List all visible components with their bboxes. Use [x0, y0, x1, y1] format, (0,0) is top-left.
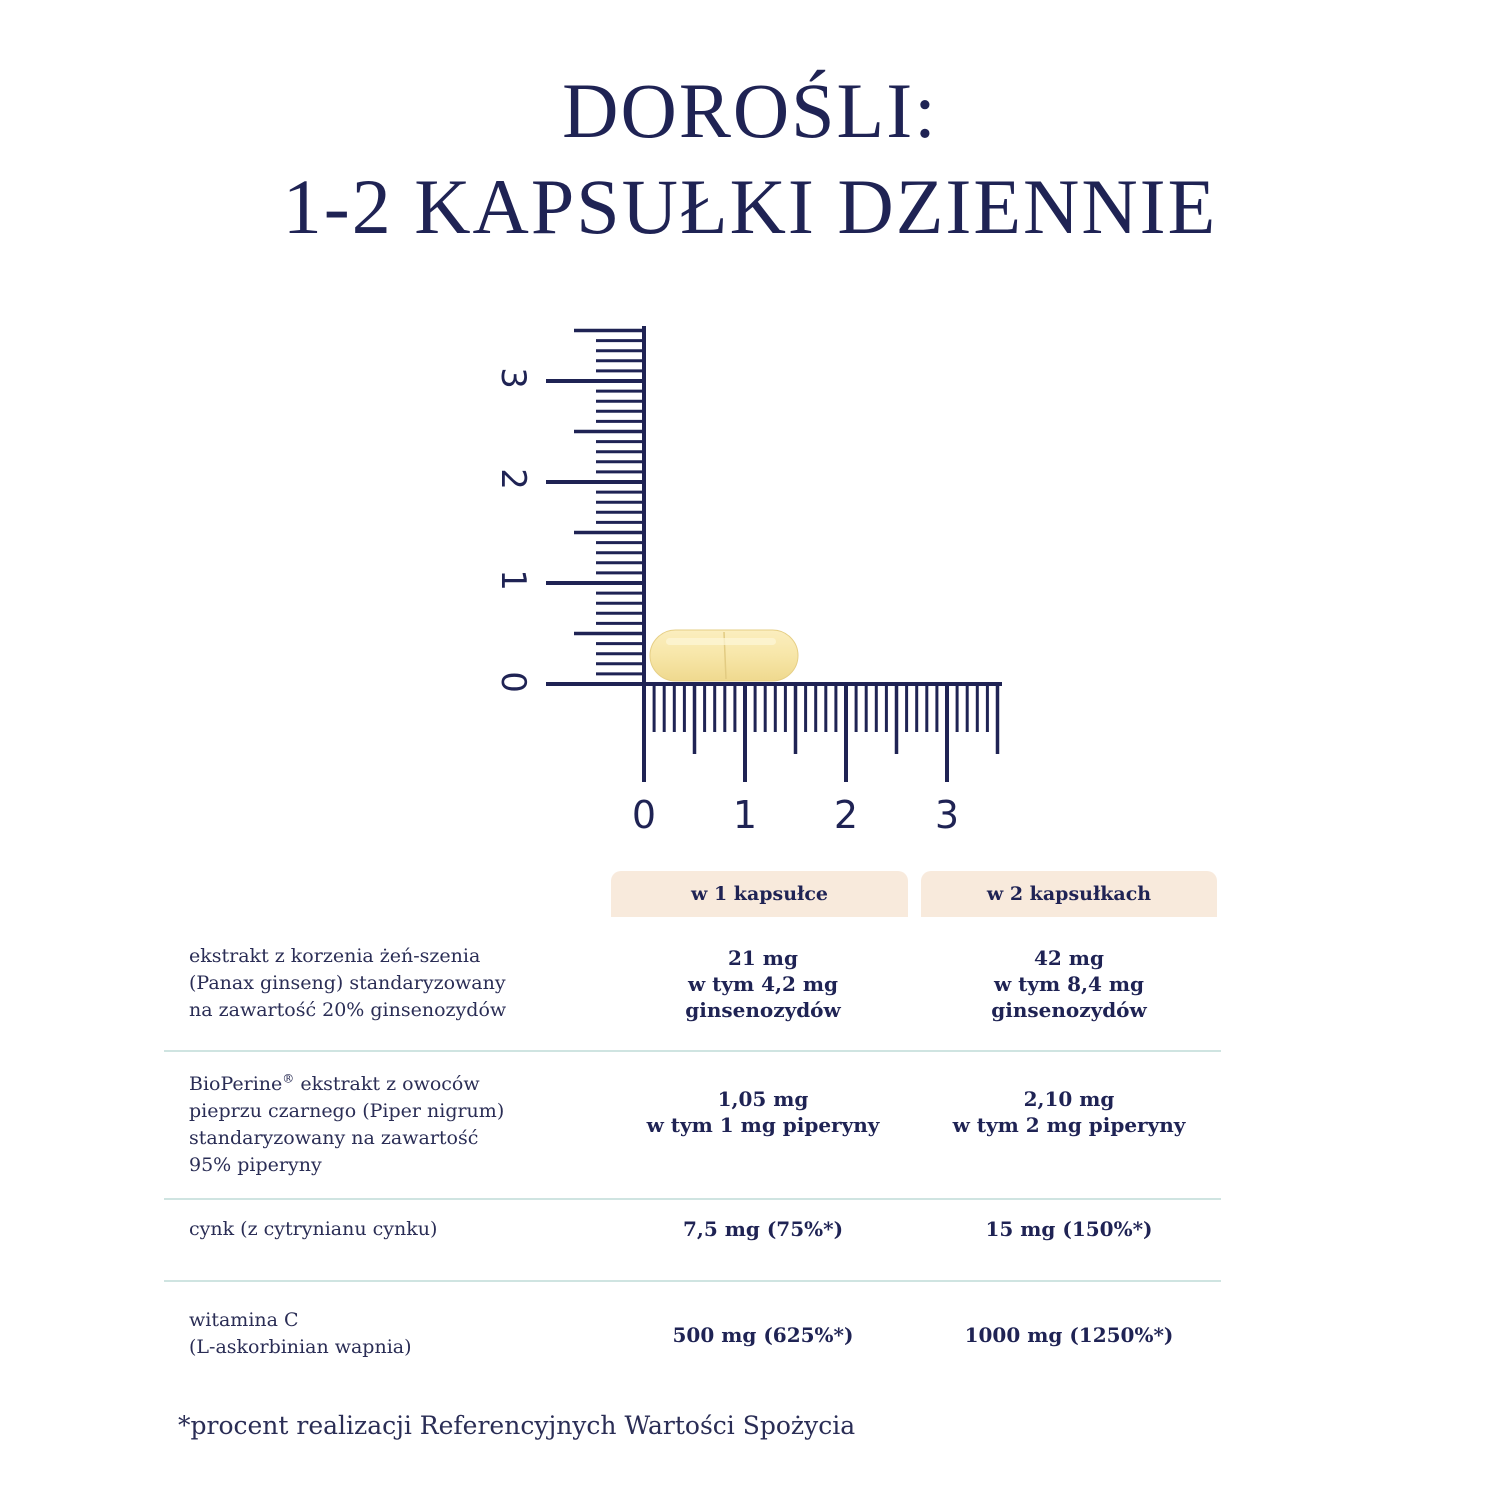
value-line: 42 mg — [1034, 946, 1104, 970]
registered-mark: ® — [282, 1071, 295, 1086]
horizontal-ruler-ticks — [644, 684, 998, 782]
value-line: w tym 8,4 mg — [993, 972, 1145, 996]
value-1-capsule — [613, 1086, 913, 1138]
page-title-line-1: DOROŚLI: — [562, 67, 938, 154]
value-line: 15 mg (150%*) — [985, 1217, 1153, 1241]
value-2-capsules — [919, 1216, 1219, 1242]
footnote: *procent realizacji Referencyjnych Wartości Spożycia — [178, 1411, 856, 1440]
value-1-capsule — [613, 945, 913, 1023]
value-line: 500 mg (625%*) — [672, 1323, 854, 1347]
row-label — [189, 1071, 589, 1179]
label-line — [189, 1071, 589, 1098]
value-2-capsules — [919, 1086, 1219, 1138]
label-line: (L-askorbinian wapnia) — [189, 1336, 412, 1358]
value-line: 1000 mg (1250%*) — [964, 1323, 1174, 1347]
value-line: w tym 4,2 mg — [687, 972, 839, 996]
value-2-capsules — [919, 945, 1219, 1023]
horizontal-label-3: 3 — [934, 793, 960, 837]
value-1-capsule — [613, 1322, 913, 1348]
label-line: (Panax ginseng) standaryzowany — [189, 972, 506, 994]
value-line: 21 mg — [728, 946, 798, 970]
value-line: w tym 1 mg piperyny — [646, 1113, 880, 1137]
vertical-ruler-ticks — [546, 331, 644, 685]
horizontal-label-1: 1 — [732, 793, 758, 837]
horizontal-label-0: 0 — [631, 793, 657, 837]
value-line: ginsenozydów — [685, 998, 841, 1022]
label-line: 95% piperyny — [189, 1154, 322, 1176]
column-header-1-capsule: w 1 kapsułce — [611, 871, 908, 917]
label-line: cynk (z cytrynianu cynku) — [189, 1218, 438, 1240]
value-line: 1,05 mg — [717, 1087, 809, 1111]
value-line: ginsenozydów — [991, 998, 1147, 1022]
label-text: ekstrakt z owoców — [294, 1073, 480, 1095]
value-line: w tym 2 mg piperyny — [952, 1113, 1186, 1137]
capsule-image — [650, 630, 798, 681]
row-label — [189, 1307, 589, 1361]
vertical-label-0: 0 — [493, 671, 533, 693]
vertical-label-1: 1 — [493, 569, 533, 591]
row-label — [189, 943, 589, 1024]
label-line: witamina C — [189, 1309, 299, 1331]
column-header-2-capsules: w 2 kapsułkach — [921, 871, 1217, 917]
label-line: na zawartość 20% ginsenozydów — [189, 999, 507, 1021]
value-line: 7,5 mg (75%*) — [682, 1217, 844, 1241]
capsule-size-ruler — [480, 310, 1020, 850]
brand-name: BioPerine — [189, 1073, 283, 1095]
row-divider — [164, 1198, 1221, 1200]
label-line: ekstrakt z korzenia żeń-szenia — [189, 945, 481, 967]
row-divider — [164, 1280, 1221, 1282]
horizontal-label-2: 2 — [833, 793, 859, 837]
vertical-label-3: 3 — [493, 367, 533, 389]
vertical-label-2: 2 — [493, 468, 533, 490]
label-line: pieprzu czarnego (Piper nigrum) — [189, 1100, 505, 1122]
value-1-capsule — [613, 1216, 913, 1242]
row-divider — [164, 1050, 1221, 1052]
value-2-capsules — [919, 1322, 1219, 1348]
value-line: 2,10 mg — [1023, 1087, 1115, 1111]
label-line: standaryzowany na zawartość — [189, 1127, 479, 1149]
row-label — [189, 1216, 589, 1243]
page-title-line-2: 1-2 KAPSUŁKI DZIENNIE — [282, 163, 1218, 250]
